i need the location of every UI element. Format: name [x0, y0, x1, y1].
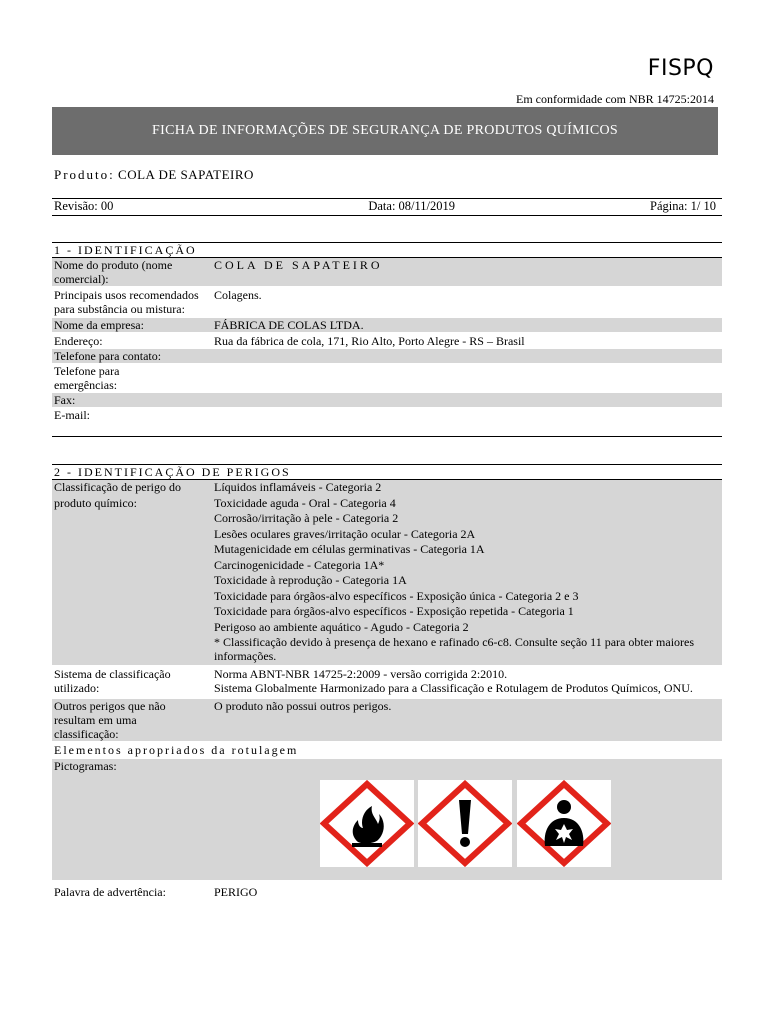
signal-word-label: Palavra de advertência:: [54, 885, 166, 899]
row-value: [214, 364, 722, 392]
table-row: [52, 288, 722, 316]
labeling-title: Elementos apropriados da rotulagem: [54, 743, 299, 757]
classification-item: Toxicidade para órgãos-alvo específicos - Exposição repetida - Categoria 1: [214, 604, 574, 618]
classification-item: Mutagenicidade em células germinativas - Categoria 1A: [214, 542, 485, 556]
exclamation-mark-icon: [418, 780, 512, 867]
product-line: [54, 167, 254, 183]
system-item: Sistema Globalmente Harmonizado para a Classificação e Rotulagem de Produtos Químicos, ONU.: [214, 681, 693, 695]
product-label: Produto:: [54, 167, 115, 182]
table-row: [52, 699, 722, 741]
revision-row: [52, 199, 716, 215]
table-row: [52, 334, 722, 348]
classification-item: Toxicidade à reprodução - Categoria 1A: [214, 573, 407, 587]
row-label: E-mail:: [54, 408, 90, 422]
system-item: Norma ABNT-NBR 14725-2:2009 - versão corrigida 2:2010.: [214, 667, 508, 681]
document-title: FISPQ: [647, 56, 714, 81]
classification-item: Toxicidade para órgãos-alvo específicos - Exposição única - Categoria 2 e 3: [214, 588, 579, 603]
classification-item: Carcinogenicidade - Categoria 1A*: [214, 557, 385, 572]
section-2-title: 2 - IDENTIFICAÇÃO DE PERIGOS: [54, 465, 291, 479]
signal-word-value: PERIGO: [214, 885, 258, 899]
system-list: [214, 667, 722, 695]
row-value: FÁBRICA DE COLAS LTDA.: [214, 318, 364, 332]
revision-label: Revisão:: [54, 199, 98, 213]
row-value: Rua da fábrica de cola, 171, Rio Alto, Porto Alegre - RS – Brasil: [214, 334, 525, 348]
table-row: [52, 258, 722, 286]
other-hazards-label: Outros perigos que não resultam em uma classificação:: [54, 699, 166, 741]
row-value: [214, 393, 722, 407]
revision-value: 00: [100, 199, 114, 213]
table-row: [52, 364, 722, 392]
classification-list: [214, 480, 722, 663]
row-label: Principais usos recomendados para substância ou mistura:: [54, 288, 199, 316]
classification-item: Corrosão/irritação à pele - Categoria 2: [214, 511, 399, 525]
table-row: [52, 318, 722, 332]
row-label: Telefone para emergências:: [54, 364, 120, 392]
row-value: [214, 349, 722, 363]
table-row: [52, 667, 722, 695]
row-value: [214, 408, 722, 422]
row-value: Colagens.: [214, 288, 262, 302]
table-row: [52, 480, 722, 665]
pictograms-label: Pictogramas:: [54, 759, 117, 773]
pictograms-row: [52, 759, 722, 880]
document-banner: [52, 107, 718, 155]
flame-icon: [320, 780, 414, 867]
date-field: [368, 199, 455, 215]
table-row: [52, 393, 722, 407]
table-row: [52, 349, 722, 363]
page-label: Página:: [650, 199, 688, 213]
row-value: COLA DE SAPATEIRO: [214, 258, 383, 272]
classification-label: Classificação de perigo do produto químico:: [54, 480, 181, 510]
product-value: COLA DE SAPATEIRO: [118, 167, 254, 182]
classification-item: Perigoso ao ambiente aquático - Agudo - Categoria 2: [214, 619, 469, 634]
section-1-title: 1 - IDENTIFICAÇÃO: [54, 243, 197, 257]
divider: [52, 215, 722, 216]
classification-item: Toxicidade aguda - Oral - Categoria 4: [214, 495, 396, 510]
row-label: Fax:: [54, 393, 76, 407]
row-label: Telefone para contato:: [54, 349, 162, 363]
banner-title: FICHA DE INFORMAÇÕES DE SEGURANÇA DE PRODUTOS QUÍMICOS: [152, 123, 618, 138]
table-row: [52, 408, 722, 422]
hazard-table: [52, 480, 722, 741]
page-value: 1/ 10: [690, 199, 716, 213]
classification-item: Líquidos inflamáveis - Categoria 2: [214, 480, 382, 494]
signal-word-row: [52, 885, 722, 899]
system-label: Sistema de classificação utilizado:: [54, 667, 171, 695]
table-row: [52, 885, 722, 899]
revision-field: [54, 199, 113, 215]
section-divider: [52, 436, 722, 437]
row-label: Nome da empresa:: [54, 318, 144, 332]
date-value: 08/11/2019: [398, 199, 456, 213]
health-hazard-icon: [517, 780, 611, 867]
page-field: [650, 199, 716, 215]
row-label: Nome do produto (nome comercial):: [54, 258, 173, 286]
date-label: Data:: [368, 199, 396, 213]
norm-compliance: Em conformidade com NBR 14725:2014: [516, 92, 714, 106]
other-hazards-value: O produto não possui outros perigos.: [214, 699, 392, 713]
row-label: Endereço:: [54, 334, 103, 348]
classification-item: Lesões oculares graves/irritação ocular - Categoria 2A: [214, 526, 476, 541]
classification-note: * Classificação devido à presença de hexano e rafinado c6-c8. Consulte seção 11 para obter maiores informações.: [214, 635, 695, 663]
identification-table: [52, 258, 722, 422]
